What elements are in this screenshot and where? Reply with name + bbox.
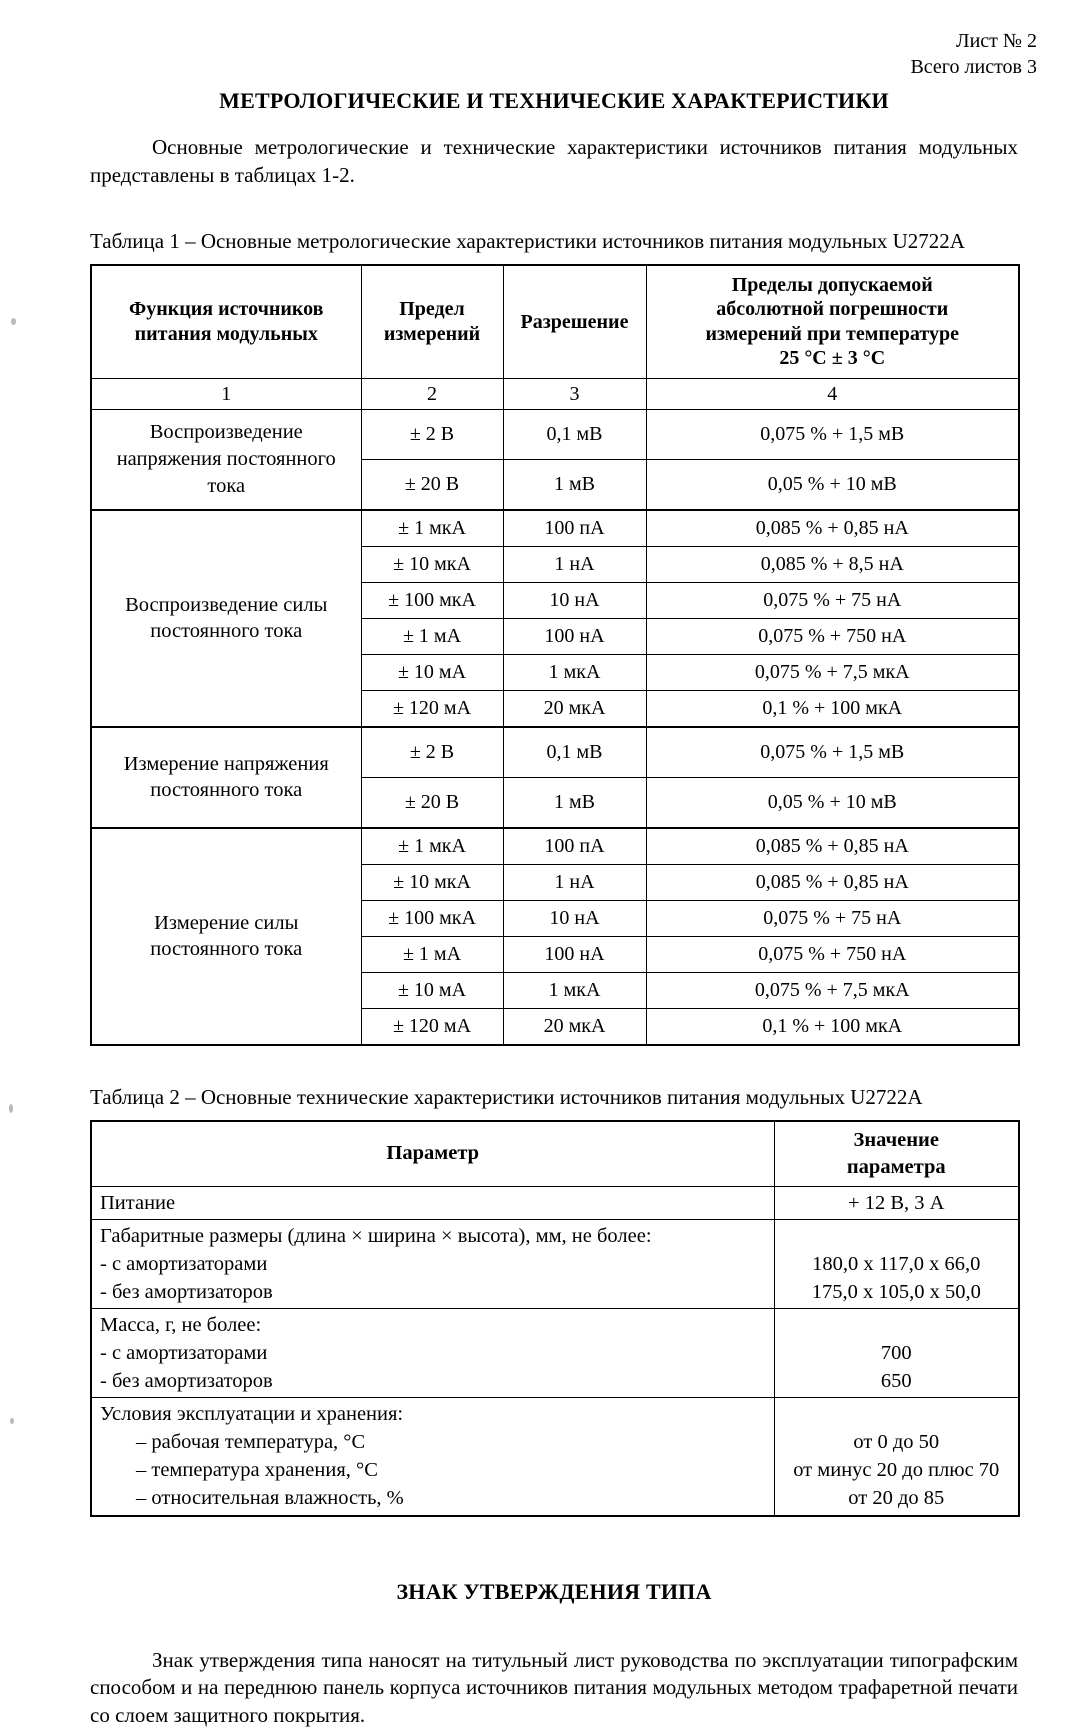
cell-accuracy: 0,085 % + 8,5 нА bbox=[646, 546, 1019, 582]
cell-resolution: 100 пА bbox=[503, 828, 646, 865]
cell-range: ± 120 мА bbox=[361, 690, 503, 727]
cell-resolution: 0,1 мВ bbox=[503, 727, 646, 778]
cell-resolution: 1 мкА bbox=[503, 654, 646, 690]
function-line: напряжения постоянного bbox=[116, 447, 336, 470]
value-header-line-1: Значение bbox=[853, 1129, 939, 1152]
param-line: – рабочая температура, °C bbox=[136, 1431, 366, 1454]
cell-range: ± 10 мкА bbox=[361, 864, 503, 900]
table-row bbox=[91, 1186, 1019, 1219]
specs-intro-paragraph: Основные метрологические и технические характеристики источников питания модульных представлены в таблицах 1-2. bbox=[90, 135, 1018, 187]
table-metrological-characteristics bbox=[90, 264, 1020, 1046]
accuracy-header-line-4: 25 °C ± 3 °C bbox=[779, 347, 886, 370]
cell-accuracy: 0,1 % + 100 мкА bbox=[646, 690, 1019, 727]
table2-caption: Таблица 2 – Основные технические характеристики источников питания модульных U2722A bbox=[90, 1084, 923, 1109]
cell-resolution: 100 пА bbox=[503, 510, 646, 547]
cell-resolution: 1 нА bbox=[503, 546, 646, 582]
value-operating-conditions bbox=[774, 1398, 1019, 1516]
cell-range: ± 100 мкА bbox=[361, 900, 503, 936]
function-line: постоянного тока bbox=[150, 938, 303, 961]
table-row bbox=[91, 1398, 1019, 1516]
value-mass bbox=[774, 1309, 1019, 1398]
cell-range: ± 2 В bbox=[361, 409, 503, 459]
param-mass bbox=[91, 1309, 774, 1398]
function-line: Воспроизведение силы bbox=[125, 593, 328, 616]
value-line: от 0 до 50 bbox=[853, 1431, 940, 1454]
column-header-accuracy bbox=[646, 265, 1019, 379]
cell-range: ± 1 мА bbox=[361, 936, 503, 972]
accuracy-header-line-2: абсолютной погрешности bbox=[716, 298, 949, 321]
total-sheets: Всего листов 3 bbox=[910, 56, 1037, 79]
value-power-supply: + 12 В, 3 А bbox=[774, 1186, 1019, 1219]
cell-accuracy: 0,1 % + 100 мкА bbox=[646, 1008, 1019, 1045]
cell-resolution: 1 мВ bbox=[503, 777, 646, 828]
param-line: Масса, г, не более: bbox=[100, 1314, 262, 1336]
param-line: Условия эксплуатации и хранения: bbox=[100, 1403, 404, 1426]
cell-accuracy: 0,05 % + 10 мВ bbox=[646, 777, 1019, 828]
document-content bbox=[90, 88, 1018, 1730]
function-cell-voltage-measurement bbox=[91, 727, 361, 828]
table-row bbox=[91, 1309, 1019, 1398]
sheet-header bbox=[910, 28, 1037, 81]
table-header-row bbox=[91, 265, 1019, 379]
cell-range: ± 1 мА bbox=[361, 618, 503, 654]
table-row bbox=[91, 727, 1019, 778]
function-line: Воспроизведение bbox=[149, 421, 303, 444]
cell-range: ± 100 мкА bbox=[361, 582, 503, 618]
table-row bbox=[91, 1219, 1019, 1308]
column-number-1: 1 bbox=[91, 378, 361, 409]
accuracy-header-line-1: Пределы допускаемой bbox=[731, 273, 933, 296]
cell-range: ± 2 В bbox=[361, 727, 503, 778]
value-dimensions bbox=[774, 1219, 1019, 1308]
cell-range: ± 20 В bbox=[361, 459, 503, 510]
cell-accuracy: 0,075 % + 750 нА bbox=[646, 936, 1019, 972]
param-line: Габаритные размеры (длина × ширина × высота), мм, не более: bbox=[100, 1224, 652, 1247]
cell-resolution: 0,1 мВ bbox=[503, 409, 646, 459]
cell-resolution: 20 мкА bbox=[503, 1008, 646, 1045]
table-row bbox=[91, 828, 1019, 865]
function-line: постоянного тока bbox=[150, 779, 303, 802]
table-technical-characteristics bbox=[90, 1120, 1020, 1517]
column-header-range: Предел измерений bbox=[361, 265, 503, 379]
table-header-row bbox=[91, 1121, 1019, 1187]
cell-range: ± 1 мкА bbox=[361, 510, 503, 547]
param-power-supply: Питание bbox=[91, 1186, 774, 1219]
cell-range: ± 10 мА bbox=[361, 972, 503, 1008]
cell-accuracy: 0,075 % + 7,5 мкА bbox=[646, 654, 1019, 690]
value-line bbox=[894, 1403, 899, 1425]
column-header-parameter: Параметр bbox=[91, 1121, 774, 1187]
column-number-2: 2 bbox=[361, 378, 503, 409]
cell-range: ± 120 мА bbox=[361, 1008, 503, 1045]
param-line: - с амортизаторами bbox=[100, 1342, 268, 1365]
value-line: 175,0 x 105,0 x 50,0 bbox=[811, 1280, 981, 1303]
column-header-function: Функция источников питания модульных bbox=[91, 265, 361, 379]
page-title: МЕТРОЛОГИЧЕСКИЕ И ТЕХНИЧЕСКИЕ ХАРАКТЕРИСТИКИ bbox=[219, 88, 889, 113]
approval-mark-paragraph: Знак утверждения типа наносят на титульный лист руководства по эксплуатации типографским способом и на переднюю панель корпуса источников питания модульных методом трафаретной печати со слоем защитного покрытия. bbox=[90, 1647, 1018, 1728]
param-line: – температура хранения, °C bbox=[136, 1459, 378, 1482]
param-line: - с амортизаторами bbox=[100, 1252, 268, 1275]
cell-accuracy: 0,085 % + 0,85 нА bbox=[646, 828, 1019, 865]
param-line: – относительная влажность, % bbox=[136, 1487, 404, 1510]
column-header-resolution: Разрешение bbox=[503, 265, 646, 379]
cell-accuracy: 0,075 % + 750 нА bbox=[646, 618, 1019, 654]
function-line: постоянного тока bbox=[150, 620, 303, 643]
value-line: от минус 20 до плюс 70 bbox=[793, 1459, 1000, 1482]
cell-resolution: 10 нА bbox=[503, 582, 646, 618]
cell-accuracy: 0,075 % + 75 нА bbox=[646, 582, 1019, 618]
param-line: - без амортизаторов bbox=[100, 1370, 273, 1393]
scan-artifact bbox=[11, 318, 16, 325]
function-cell-current-reproduction bbox=[91, 510, 361, 727]
value-line: 700 bbox=[880, 1342, 912, 1365]
cell-accuracy: 0,085 % + 0,85 нА bbox=[646, 510, 1019, 547]
param-line: - без амортизаторов bbox=[100, 1280, 273, 1303]
function-line: Измерение силы bbox=[154, 911, 299, 934]
sheet-number: Лист № 2 bbox=[956, 30, 1037, 52]
cell-accuracy: 0,075 % + 1,5 мВ bbox=[646, 409, 1019, 459]
column-number-row bbox=[91, 378, 1019, 409]
cell-resolution: 10 нА bbox=[503, 900, 646, 936]
cell-resolution: 1 мВ bbox=[503, 459, 646, 510]
table-row bbox=[91, 409, 1019, 459]
column-number-3: 3 bbox=[503, 378, 646, 409]
function-cell-voltage-reproduction bbox=[91, 409, 361, 510]
scan-artifact bbox=[9, 1104, 13, 1113]
value-line: от 20 до 85 bbox=[848, 1487, 945, 1510]
cell-resolution: 1 мкА bbox=[503, 972, 646, 1008]
value-line bbox=[894, 1314, 899, 1336]
cell-resolution: 100 нА bbox=[503, 936, 646, 972]
value-header-line-2: параметра bbox=[846, 1155, 946, 1178]
cell-resolution: 100 нА bbox=[503, 618, 646, 654]
param-operating-conditions bbox=[91, 1398, 774, 1516]
table1-caption: Таблица 1 – Основные метрологические характеристики источников питания модульных U2722A bbox=[90, 228, 965, 253]
scan-artifact bbox=[10, 1418, 14, 1424]
column-number-4: 4 bbox=[646, 378, 1019, 409]
cell-accuracy: 0,075 % + 1,5 мВ bbox=[646, 727, 1019, 778]
param-dimensions bbox=[91, 1219, 774, 1308]
table-row bbox=[91, 510, 1019, 547]
function-line: Измерение напряжения bbox=[123, 752, 329, 775]
cell-range: ± 20 В bbox=[361, 777, 503, 828]
cell-range: ± 10 мкА bbox=[361, 546, 503, 582]
value-line bbox=[894, 1225, 899, 1247]
cell-resolution: 1 нА bbox=[503, 864, 646, 900]
accuracy-header-line-3: измерений при температуре bbox=[705, 322, 959, 345]
column-header-value bbox=[774, 1121, 1019, 1187]
cell-range: ± 10 мА bbox=[361, 654, 503, 690]
function-line: тока bbox=[207, 474, 246, 497]
approval-mark-title: ЗНАК УТВЕРЖДЕНИЯ ТИПА bbox=[396, 1578, 712, 1604]
cell-accuracy: 0,075 % + 75 нА bbox=[646, 900, 1019, 936]
function-cell-current-measurement bbox=[91, 828, 361, 1045]
cell-accuracy: 0,085 % + 0,85 нА bbox=[646, 864, 1019, 900]
value-line: 180,0 x 117,0 x 66,0 bbox=[812, 1252, 981, 1275]
cell-range: ± 1 мкА bbox=[361, 828, 503, 865]
cell-resolution: 20 мкА bbox=[503, 690, 646, 727]
cell-accuracy: 0,05 % + 10 мВ bbox=[646, 459, 1019, 510]
cell-accuracy: 0,075 % + 7,5 мкА bbox=[646, 972, 1019, 1008]
value-line: 650 bbox=[880, 1370, 912, 1393]
